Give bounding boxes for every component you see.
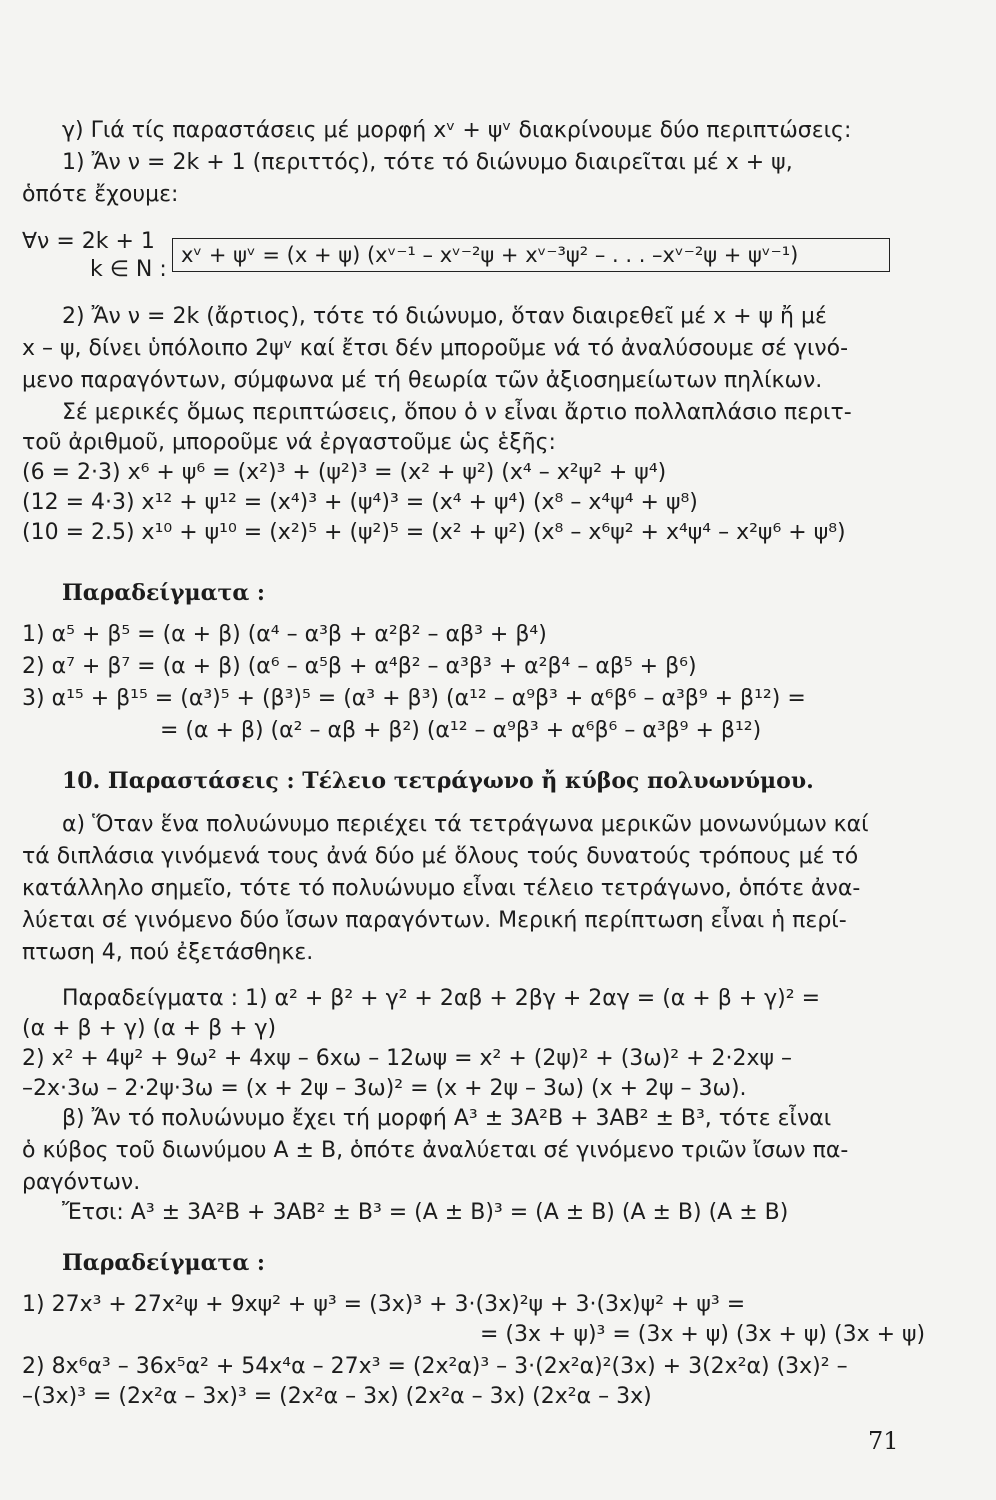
text-line: μενο παραγόντων, σύμφωνα μέ τή θεωρία τῶν ἀξιοσημείωτων πηλίκων.	[22, 368, 823, 393]
text-line: ὁ κύβος τοῦ διωνύμου A ± B, ὁπότε ἀναλύεται σέ γινόμενο τριῶν ἴσων πα-	[22, 1138, 849, 1163]
equation-line: (6 = 2·3) x⁶ + ψ⁶ = (x²)³ + (ψ²)³ = (x² + ψ²) (x⁴ – x²ψ² + ψ⁴)	[22, 460, 667, 485]
example-line: 2) 8x⁶α³ – 36x⁵α² + 54x⁴α – 27x³ = (2x²α)³ – 3·(2x²α)²(3x) + 3(2x²α) (3x)² –	[22, 1354, 848, 1379]
text-line: τά διπλάσια γινόμενά τους ἀνά δύο μέ ὅλους τούς δυνατούς τρόπους μέ τό	[22, 844, 859, 869]
example-line: Παραδείγματα : 1) α² + β² + γ² + 2αβ + 2βγ + 2αγ = (α + β + γ)² =	[62, 986, 821, 1011]
text-line: κατάλληλο σημεῖο, τότε τό πολυώνυμο εἶναι τέλειο τετράγωνο, ὁπότε ἀνα-	[22, 876, 861, 901]
text-line: α) Ὅταν ἕνα πολυώνυμο περιέχει τά τετράγωνα μερικῶν μονωνύμων καί	[62, 812, 869, 837]
examples-heading: Παραδείγματα :	[62, 580, 266, 606]
text-line-odd-case: 1) Ἄν ν = 2k + 1 (περιττός), τότε τό διώνυμο διαιρεῖται μέ x + ψ,	[62, 150, 793, 175]
text-line: ὁπότε ἔχουμε:	[22, 182, 179, 207]
example-line: 1) α⁵ + β⁵ = (α + β) (α⁴ – α³β + α²β² – αβ³ + β⁴)	[22, 622, 547, 647]
equation-line: Ἔτσι: A³ ± 3A²B + 3AB² ± B³ = (A ± B)³ = (A ± B) (A ± B) (A ± B)	[62, 1200, 789, 1225]
formula-condition-bottom: k ∈ N :	[90, 257, 167, 282]
example-line: 2) α⁷ + β⁷ = (α + β) (α⁶ – α⁵β + α⁴β² – α³β³ + α²β⁴ – αβ⁵ + β⁶)	[22, 654, 697, 679]
text-line: τοῦ ἀριθμοῦ, μποροῦμε νά ἐργαστοῦμε ὡς ἑξῆς:	[22, 430, 556, 455]
example-line: = (α + β) (α² – αβ + β²) (α¹² – α⁹β³ + α⁶β⁶ – α³β⁹ + β¹²)	[160, 718, 762, 743]
section-heading: 10. Παραστάσεις : Τέλειο τετράγωνο ἤ κύβος πολυωνύμου.	[62, 768, 814, 794]
boxed-formula: xᵛ + ψᵛ = (x + ψ) (xᵛ⁻¹ – xᵛ⁻²ψ + xᵛ⁻³ψ² – . . . –xᵛ⁻²ψ + ψᵛ⁻¹)	[172, 238, 890, 272]
example-line: –2x·3ω – 2·2ψ·3ω = (x + 2ψ – 3ω)² = (x + 2ψ – 3ω) (x + 2ψ – 3ω).	[22, 1076, 747, 1101]
equation-line: (12 = 4·3) x¹² + ψ¹² = (x⁴)³ + (ψ⁴)³ = (x⁴ + ψ⁴) (x⁸ – x⁴ψ⁴ + ψ⁸)	[22, 490, 698, 515]
example-line: = (3x + ψ)³ = (3x + ψ) (3x + ψ) (3x + ψ)	[480, 1322, 926, 1347]
example-line: (α + β + γ) (α + β + γ)	[22, 1016, 277, 1041]
text-line: Σέ μερικές ὅμως περιπτώσεις, ὅπου ὁ ν εἶναι ἄρτιο πολλαπλάσιο περιτ-	[62, 400, 852, 425]
text-line: ραγόντων.	[22, 1170, 141, 1195]
examples-heading: Παραδείγματα :	[62, 1250, 266, 1276]
text-line-even-case: 2) Ἄν ν = 2k (ἄρτιος), τότε τό διώνυμο, ὅταν διαιρεθεῖ μέ x + ψ ἤ μέ	[62, 304, 827, 329]
text-line: β) Ἄν τό πολυώνυμο ἔχει τή μορφή A³ ± 3A²B + 3AB² ± B³, τότε εἶναι	[62, 1106, 832, 1131]
equation-line: (10 = 2.5) x¹⁰ + ψ¹⁰ = (x²)⁵ + (ψ²)⁵ = (x² + ψ²) (x⁸ – x⁶ψ² + x⁴ψ⁴ – x²ψ⁶ + ψ⁸)	[22, 520, 846, 545]
example-line: 3) α¹⁵ + β¹⁵ = (α³)⁵ + (β³)⁵ = (α³ + β³) (α¹² – α⁹β³ + α⁶β⁶ – α³β⁹ + β¹²) =	[22, 686, 806, 711]
text-line: x – ψ, δίνει ὑπόλοιπο 2ψᵛ καί ἔτσι δέν μποροῦμε νά τό ἀναλύσουμε σέ γινό-	[22, 336, 849, 361]
text-line: λύεται σέ γινόμενο δύο ἴσων παραγόντων. Μερική περίπτωση εἶναι ἡ περί-	[22, 908, 847, 933]
text-line-case-gamma: γ) Γιά τίς παραστάσεις μέ μορφή xᵛ + ψᵛ διακρίνουμε δύο περιπτώσεις:	[62, 118, 852, 143]
page-number: 71	[868, 1427, 899, 1455]
formula-condition-top: ∀ν = 2k + 1	[22, 229, 155, 254]
example-line: 1) 27x³ + 27x²ψ + 9xψ² + ψ³ = (3x)³ + 3·(3x)²ψ + 3·(3x)ψ² + ψ³ =	[22, 1292, 746, 1317]
example-line: 2) x² + 4ψ² + 9ω² + 4xψ – 6xω – 12ωψ = x² + (2ψ)² + (3ω)² + 2·2xψ –	[22, 1046, 793, 1071]
example-line: –(3x)³ = (2x²α – 3x)³ = (2x²α – 3x) (2x²α – 3x) (2x²α – 3x)	[22, 1384, 652, 1409]
text-line: πτωση 4, πού ἐξετάσθηκε.	[22, 940, 314, 965]
